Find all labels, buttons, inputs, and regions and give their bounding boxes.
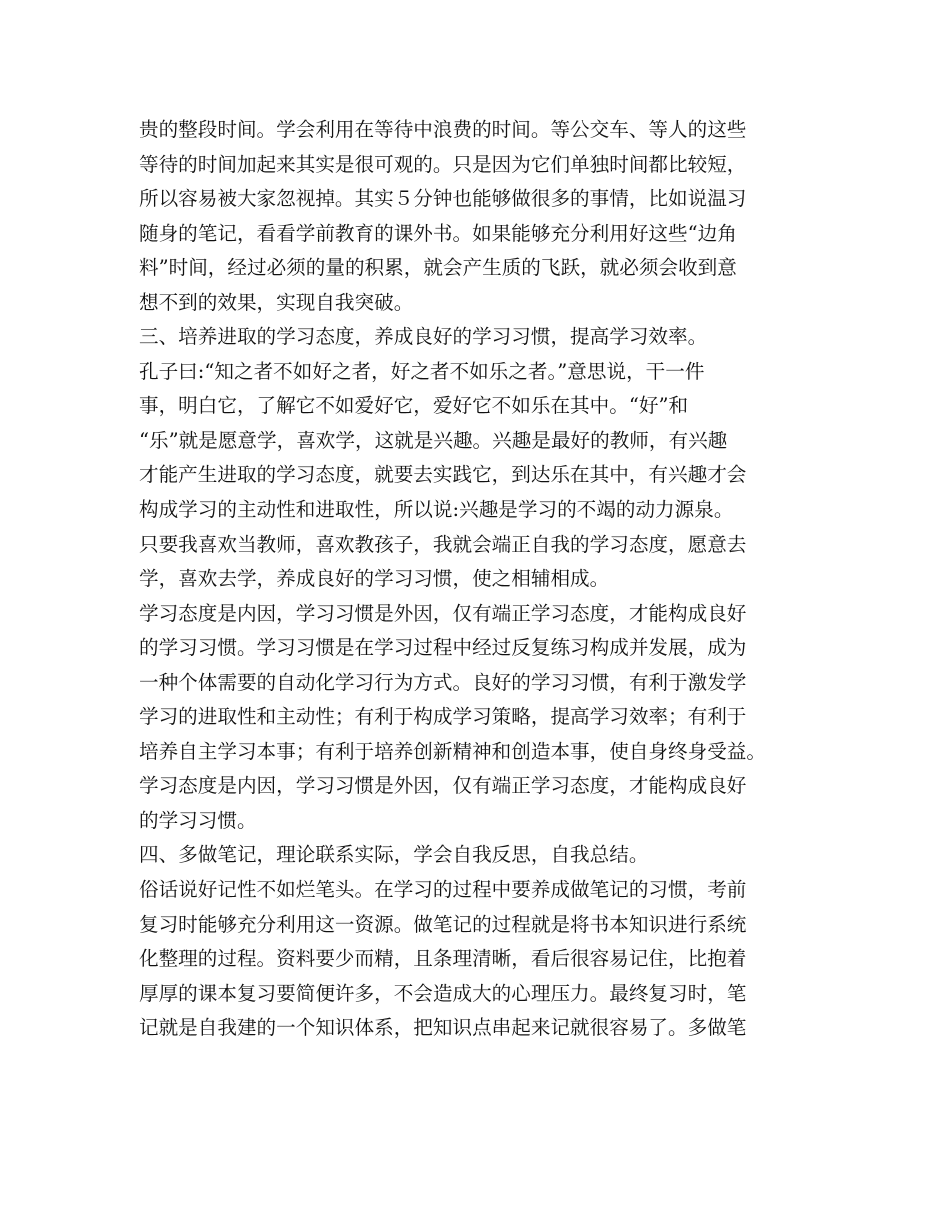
- text-line: 的学习习惯。: [139, 808, 257, 832]
- text-line: 所以容易被大家忽视掉。其实５分钟也能够做很多的事情，比如说温习: [139, 187, 747, 211]
- text-line: 料”时间，经过必须的量的积累，就会产生质的飞跃，就必须会收到意: [139, 256, 737, 280]
- text-line: 贵的整段时间。学会利用在等待中浪费的时间。等公交车、等人的这些: [139, 118, 747, 141]
- text-line: 学习态度是内因，学习习惯是外因，仅有端正学习态度，才能构成良好: [139, 774, 747, 798]
- text-line: 厚厚的课本复习要简便许多，不会造成大的心理压力。最终复习时，笔: [139, 981, 747, 1005]
- text-line: 化整理的过程。资料要少而精，且条理清晰，看后很容易记住，比抱着: [139, 947, 747, 971]
- text-line: 培养自主学习本事；有利于培养创新精神和创造本事，使自身终身受益。: [139, 739, 766, 763]
- text-line: 学习态度是内因，学习习惯是外因，仅有端正学习态度，才能构成良好: [139, 601, 747, 625]
- text-line: 的学习习惯。学习习惯是在学习过程中经过反复练习构成并发展，成为: [139, 636, 747, 660]
- text-line: 想不到的效果，实现自我突破。: [139, 290, 414, 314]
- text-line: 才能产生进取的学习态度，就要去实践它，到达乐在其中，有兴趣才会: [139, 463, 747, 487]
- text-line: 俗话说好记性不如烂笔头。在学习的过程中要养成做笔记的习惯，考前: [139, 878, 747, 902]
- section-heading: 四、多做笔记，理论联系实际，学会自我反思，自我总结。: [139, 843, 649, 867]
- text-line: “乐”就是愿意学，喜欢学，这就是兴趣。兴趣是最好的教师，有兴趣: [139, 428, 728, 452]
- text-line: 构成学习的主动性和进取性，所以说:兴趣是学习的不竭的动力源泉。: [139, 498, 734, 522]
- text-line: 学习的进取性和主动性；有利于构成学习策略，提高学习效率；有利于: [139, 705, 747, 729]
- text-line: 一种个体需要的自动化学习行为方式。良好的学习习惯，有利于激发学: [139, 670, 747, 694]
- text-line: 学，喜欢去学，养成良好的学习习惯，使之相辅相成。: [139, 567, 610, 591]
- document-body: [139, 113, 819, 1046]
- text-line: 只要我喜欢当教师，喜欢教孩子，我就会端正自我的学习态度，愿意去: [139, 532, 747, 556]
- text-line: 等待的时间加起来其实是很可观的。只是因为它们单独时间都比较短，: [139, 152, 747, 176]
- text-line: 事，明白它，了解它不如爱好它，爱好它不如乐在其中。“好”和: [139, 394, 689, 418]
- text-line: 孔子曰:“知之者不如好之者，好之者不如乐之者。”意思说，干一件: [139, 359, 705, 383]
- section-heading: 三、培养进取的学习态度，养成良好的学习习惯，提高学习效率。: [139, 325, 708, 349]
- text-line: 复习时能够充分利用这一资源。做笔记的过程就是将书本知识进行系统: [139, 912, 747, 936]
- text-line: 记就是自我建的一个知识体系，把知识点串起来记就很容易了。多做笔: [139, 1016, 747, 1040]
- text-line: 随身的笔记，看看学前教育的课外书。如果能够充分利用好这些“边角: [139, 221, 737, 245]
